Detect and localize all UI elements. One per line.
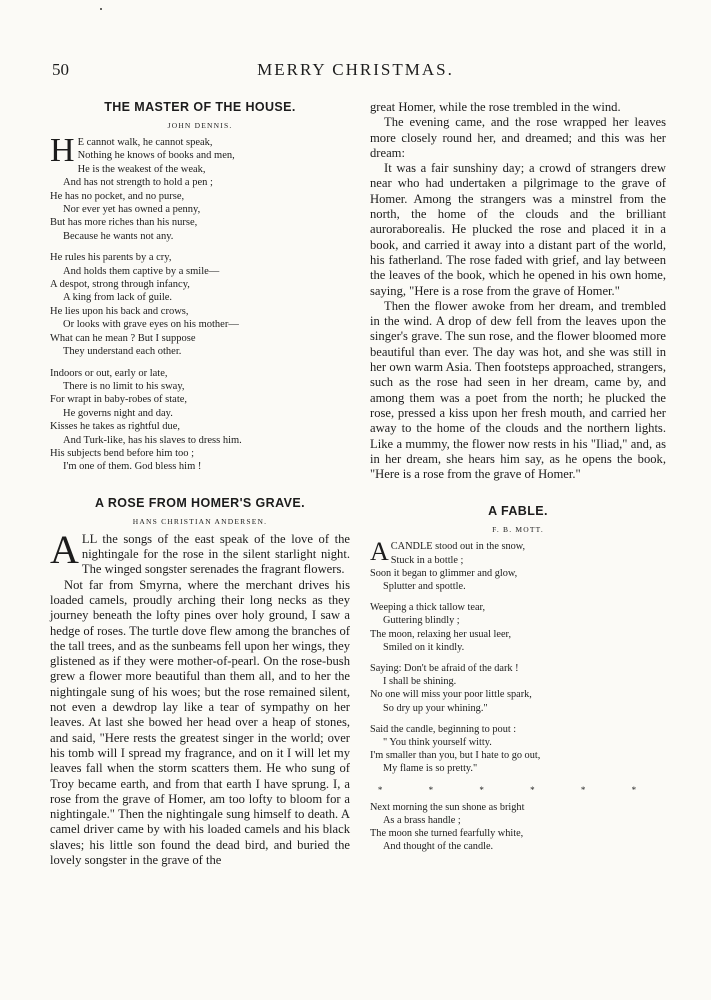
verse-line: And holds them captive by a smile— bbox=[63, 265, 220, 277]
section-spacer bbox=[50, 482, 350, 496]
paragraph-text: Not far from Smyrna, where the merchant drives his loaded camels, proudly arching their long necks as they journey beneath the lofty pines over holy ground, I saw a hedge of roses. The turtle dove flew among the branches of the tall trees, and as the sunbeams fell upon her wings, they glistened as if they were mother-of-pearl. On the rose-bush grew a flower more beautiful than them all, and to her the nightingale sung of his woes; but the rose remained silent, not even a dewdrop lay like a tear of sympathy on her leaves. At last she bowed her head over a heap of stones, and said, "Here rests the greatest singer in the world; over his tomb will I spread my fragrance, and on it I will let my leaves fall when the storm scatters them. He who sung of Troy became earth, and from that earth I have sprung. I, a rose from the grave of Homer, am too lofty to bloom for a nightingale." Then the nightingale sung himself to death. A camel driver came by with his loaded camels and his black slaves; his little son found the dead bird, and buried the lovely songster in the grave of the bbox=[50, 577, 350, 867]
poem-title: THE MASTER OF THE HOUSE. bbox=[104, 100, 296, 114]
verse-line: And has not strength to hold a pen ; bbox=[63, 177, 213, 189]
page-number: 50 bbox=[52, 60, 69, 79]
verse-line: A king from lack of guile. bbox=[63, 292, 173, 304]
verse-line: Guttering blindly ; bbox=[383, 615, 460, 627]
paragraph-text: great Homer, while the rose trembled in the wind. bbox=[370, 100, 621, 114]
fable-final-stanza bbox=[370, 801, 666, 854]
verse-line: " You think yourself witty. bbox=[383, 737, 492, 749]
story-author: HANS CHRISTIAN ANDERSEN. bbox=[132, 516, 268, 526]
verse-line: Nor ever yet has owned a penny, bbox=[63, 204, 201, 216]
fable-body bbox=[370, 537, 666, 853]
poem-line: E cannot walk, he cannot speak, bbox=[77, 137, 213, 148]
stanza bbox=[370, 723, 666, 776]
stanza bbox=[370, 601, 666, 654]
verse-line: He is the weakest of the weak, bbox=[77, 163, 206, 175]
stanza bbox=[50, 149, 350, 243]
page-header bbox=[52, 60, 659, 86]
stanza bbox=[50, 251, 350, 358]
paragraph-text: LL the songs of the east speak of the love of the nightingale for the rose in the silent starlight night. The winged songster serenades the fragrant flowers. bbox=[81, 531, 350, 577]
paragraph bbox=[370, 100, 666, 115]
story-left-text bbox=[50, 526, 350, 869]
verse-line: Said the candle, beginning to pout : bbox=[370, 723, 517, 735]
verse-line: Stuck in a bottle ; bbox=[390, 554, 464, 566]
fable-author: F. B. MOTT. bbox=[492, 525, 544, 535]
story-title: A ROSE FROM HOMER'S GRAVE. bbox=[95, 495, 305, 510]
fable-stanzas bbox=[370, 554, 666, 776]
story-right-text bbox=[370, 100, 666, 482]
stanza bbox=[50, 367, 350, 474]
running-title: MERRY CHRISTMAS. bbox=[257, 60, 454, 79]
paragraph bbox=[370, 115, 666, 161]
verse-line: What can he mean ? But I suppose bbox=[50, 332, 196, 344]
paragraph-text: The evening came, and the rose wrapped her leaves more closely round her, and dreamed; and this was her dream: bbox=[370, 115, 666, 160]
paragraph bbox=[370, 299, 666, 483]
verse-line: He has no pocket, and no purse, bbox=[50, 190, 185, 202]
verse-line: He rules his parents by a cry, bbox=[50, 252, 172, 264]
verse-line: Soon it began to glimmer and glow, bbox=[370, 567, 518, 579]
verse-line: Indoors or out, early or late, bbox=[50, 367, 168, 379]
verse-line: Saying: Don't be afraid of the dark ! bbox=[370, 663, 519, 675]
verse-line: I'm one of them. God bless him ! bbox=[63, 461, 202, 473]
verse-line: I'm smaller than you, but I hate to go out, bbox=[370, 750, 541, 762]
verse-line: Smiled on it kindly. bbox=[383, 641, 465, 653]
verse-line: A despot, strong through infancy, bbox=[50, 279, 190, 291]
section-stars: * * * * * * bbox=[377, 784, 659, 795]
right-column bbox=[370, 100, 666, 854]
verse-line: Or looks with grave eyes on his mother— bbox=[63, 319, 239, 331]
verse-line: Nothing he knows of books and men, bbox=[77, 150, 235, 162]
paragraph bbox=[50, 578, 350, 869]
verse-line: There is no limit to his sway, bbox=[63, 380, 185, 392]
stanza bbox=[370, 662, 666, 715]
verse-line: As a brass handle ; bbox=[383, 815, 461, 827]
poem-author: JOHN DENNIS. bbox=[167, 121, 233, 130]
fable-line: CANDLE stood out in the snow, bbox=[390, 541, 526, 553]
verse-line: My flame is so pretty." bbox=[383, 763, 478, 775]
left-column bbox=[50, 100, 350, 868]
poem-stanzas bbox=[50, 149, 350, 473]
verse-line: The moon she turned fearfully white, bbox=[370, 828, 524, 840]
verse-line: They understand each other. bbox=[63, 346, 182, 358]
verse-line: I shall be shining. bbox=[383, 676, 457, 688]
paragraph bbox=[370, 161, 666, 299]
verse-line: The moon, relaxing her usual leer, bbox=[370, 628, 512, 640]
fable-drop-cap: A bbox=[370, 537, 389, 567]
verse-line: No one will miss your poor little spark, bbox=[370, 689, 532, 701]
verse-line: Kisses he takes as rightful due, bbox=[50, 421, 181, 433]
verse-line: So dry up your whining." bbox=[383, 702, 488, 714]
paragraph bbox=[50, 526, 350, 578]
fable-title: A FABLE. bbox=[488, 504, 548, 519]
verse-line: His subjects bend before him too ; bbox=[50, 447, 195, 459]
verse-line: But has more riches than his nurse, bbox=[50, 217, 198, 229]
stanza bbox=[370, 554, 666, 594]
verse-line: Because he wants not any. bbox=[63, 230, 174, 242]
verse-line: Next morning the sun shone as bright bbox=[370, 801, 525, 813]
verse-line: Weeping a thick tallow tear, bbox=[370, 602, 486, 614]
verse-line: For wrapt in baby-robes of state, bbox=[50, 394, 188, 406]
paragraph-text: Then the flower awoke from her dream, and trembled in the wind. A drop of dew fell from the leaves upon the singer's grave. The sun rose, and the flower bloomed more beautiful than ever. The day was hot, and she was still in her own warm Asia. Then footsteps approached, strangers, such as the rose had seen in her dream, came by, and among them was a poet from the north; he plucked the rose, pressed a kiss upon her fresh mouth, and carried her away to the home of the clouds and the northern lights. Like a mummy, the flower now rests in his "Iliad," and, as in her dream, she hears him say, as he opens the book, "Here is a rose from the grave of Homer." bbox=[370, 298, 666, 482]
verse-line: And thought of the candle. bbox=[383, 841, 494, 853]
story-drop-cap: A bbox=[50, 526, 79, 572]
verse-line: He governs night and day. bbox=[63, 407, 173, 419]
verse-line: He lies upon his back and crows, bbox=[50, 305, 189, 317]
section-spacer bbox=[370, 482, 666, 504]
paragraph-text: It was a fair sunshiny day; a crowd of strangers drew near who had undertaken a pilgrimage to the grave of Homer. Among the strangers was a minstrel from the north, the home of the clouds and the brilliant auroraborealis. He plucked the rose and placed it in a book, and carried it away into a distant part of the world, his fatherland. The rose faded with grief, and lay between the leaves of the book, which he opened in his own home, saying, "Here is a rose from the grave of Homer." bbox=[370, 161, 666, 298]
verse-line: And Turk-like, has his slaves to dress him. bbox=[63, 434, 242, 446]
verse-line: Splutter and spottle. bbox=[383, 581, 466, 593]
poem-drop-cap: H bbox=[50, 132, 75, 169]
poem-body bbox=[50, 132, 350, 474]
ink-speck bbox=[100, 8, 102, 10]
